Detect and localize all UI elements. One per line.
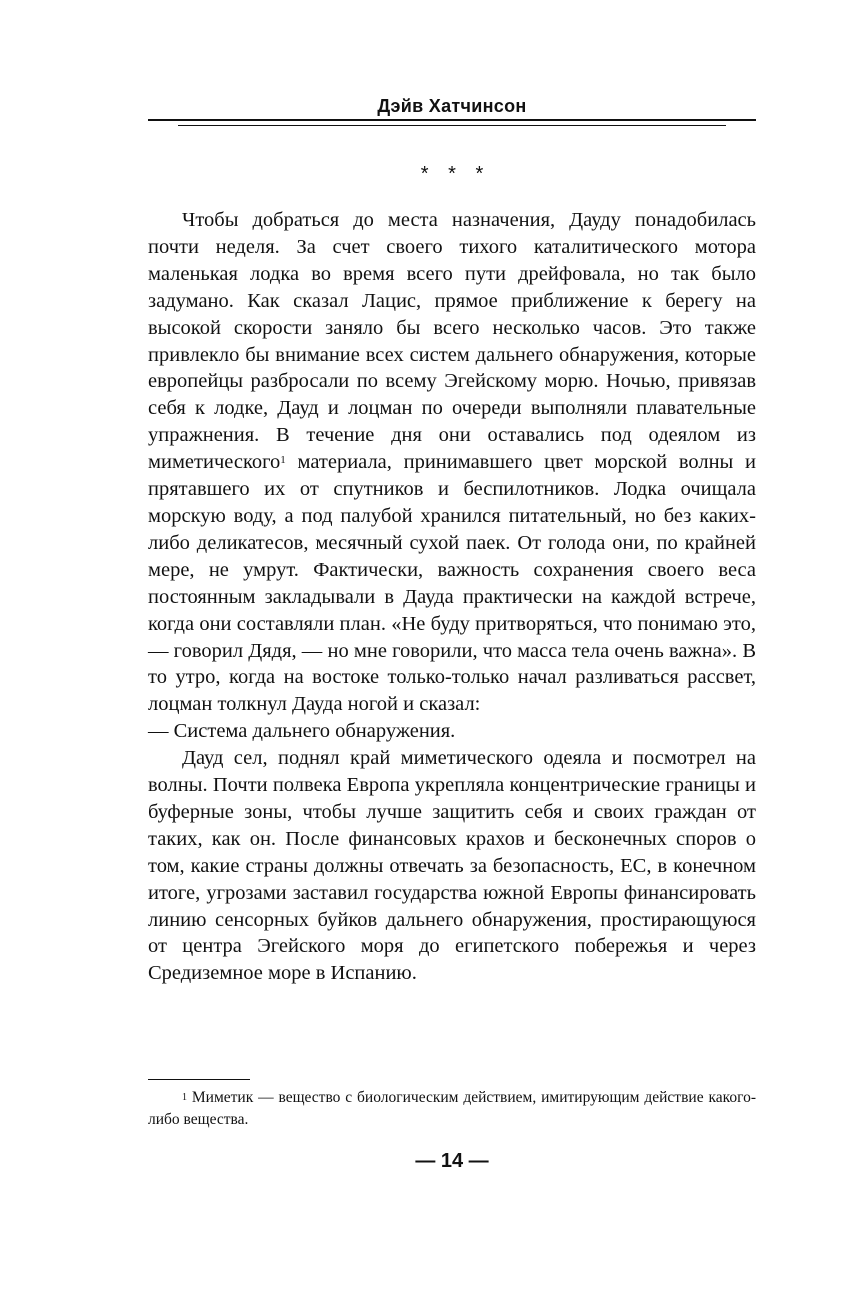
paragraph [148,207,756,718]
header-rule [148,119,756,121]
footnote [148,1087,756,1131]
main-text [148,207,756,987]
footnote-text: Миметик — вещество с биологическим действием, имитирующим действие какого-либо вещества. [148,1089,756,1128]
paragraph-text: Чтобы добраться до места назначения, Дауду понадобилась почти неделя. За счет своего тихого каталитического мотора маленькая лодка во время всего пути дрейфовала, но так было задумано. Как сказал Лацис, прямое приближение к берегу на высокой скорости заняло бы всего несколько часов. Это также привлекло бы внимание всех систем дальнего обнаружения, которые европейцы разбросали по всему Эгейскому морю. Ночью, привязав себя к лодке, Дауд и лоцман по очереди выполняли плавательные упражнения. В течение дня они оставались под одеялом из миметического [148,209,756,474]
running-header-author: Дэйв Хатчинсон [377,96,527,116]
paragraph: Дауд сел, поднял край миметического одеяла и посмотрел на волны. Почти полвека Европа укрепляла концентрические границы и буферные зоны, чтобы лучше защитить себя и своих граждан от таких, как он. После финансовых крахов и бесконечных споров о том, какие страны должны отвечать за безопасность, ЕС, в конечном итоге, угрозами заставил государства южной Европы финансировать линию сенсорных буйков дальнего обнаружения, простирающуюся от центра Эгейского моря до египетского побережья и через Средиземное море в Испанию. [148,747,756,985]
footnote-reference: 1 [280,454,286,467]
page-number: — 14 — [415,1150,489,1172]
paragraph-text: материала, принимавшего цвет морской волны и прятавшего их от спутников и беспилотников. Лодка очищала морскую воду, а под палубой хранился питательный, но без каких-либо деликатесов, месячный сухой паек. От голода они, по крайней мере, не умрут. Фактически, важность сохранения своего веса постоянным закладывали в Дауда практически на каждой встрече, когда они составляли план. «Не буду притворяться, что понимаю это, — говорил Дядя, — но мне говорили, что масса тела очень важна». В то утро, когда на востоке только-только начал разливаться рассвет, лоцман толкнул Дауда ногой и сказал: [148,451,756,716]
footnote-divider [148,1079,250,1080]
header-rule-thin [178,125,726,126]
footnote-number: 1 [182,1092,187,1103]
dialog-line: — Система дальнего обнаружения. [148,720,456,743]
section-break: * * * [420,163,484,185]
